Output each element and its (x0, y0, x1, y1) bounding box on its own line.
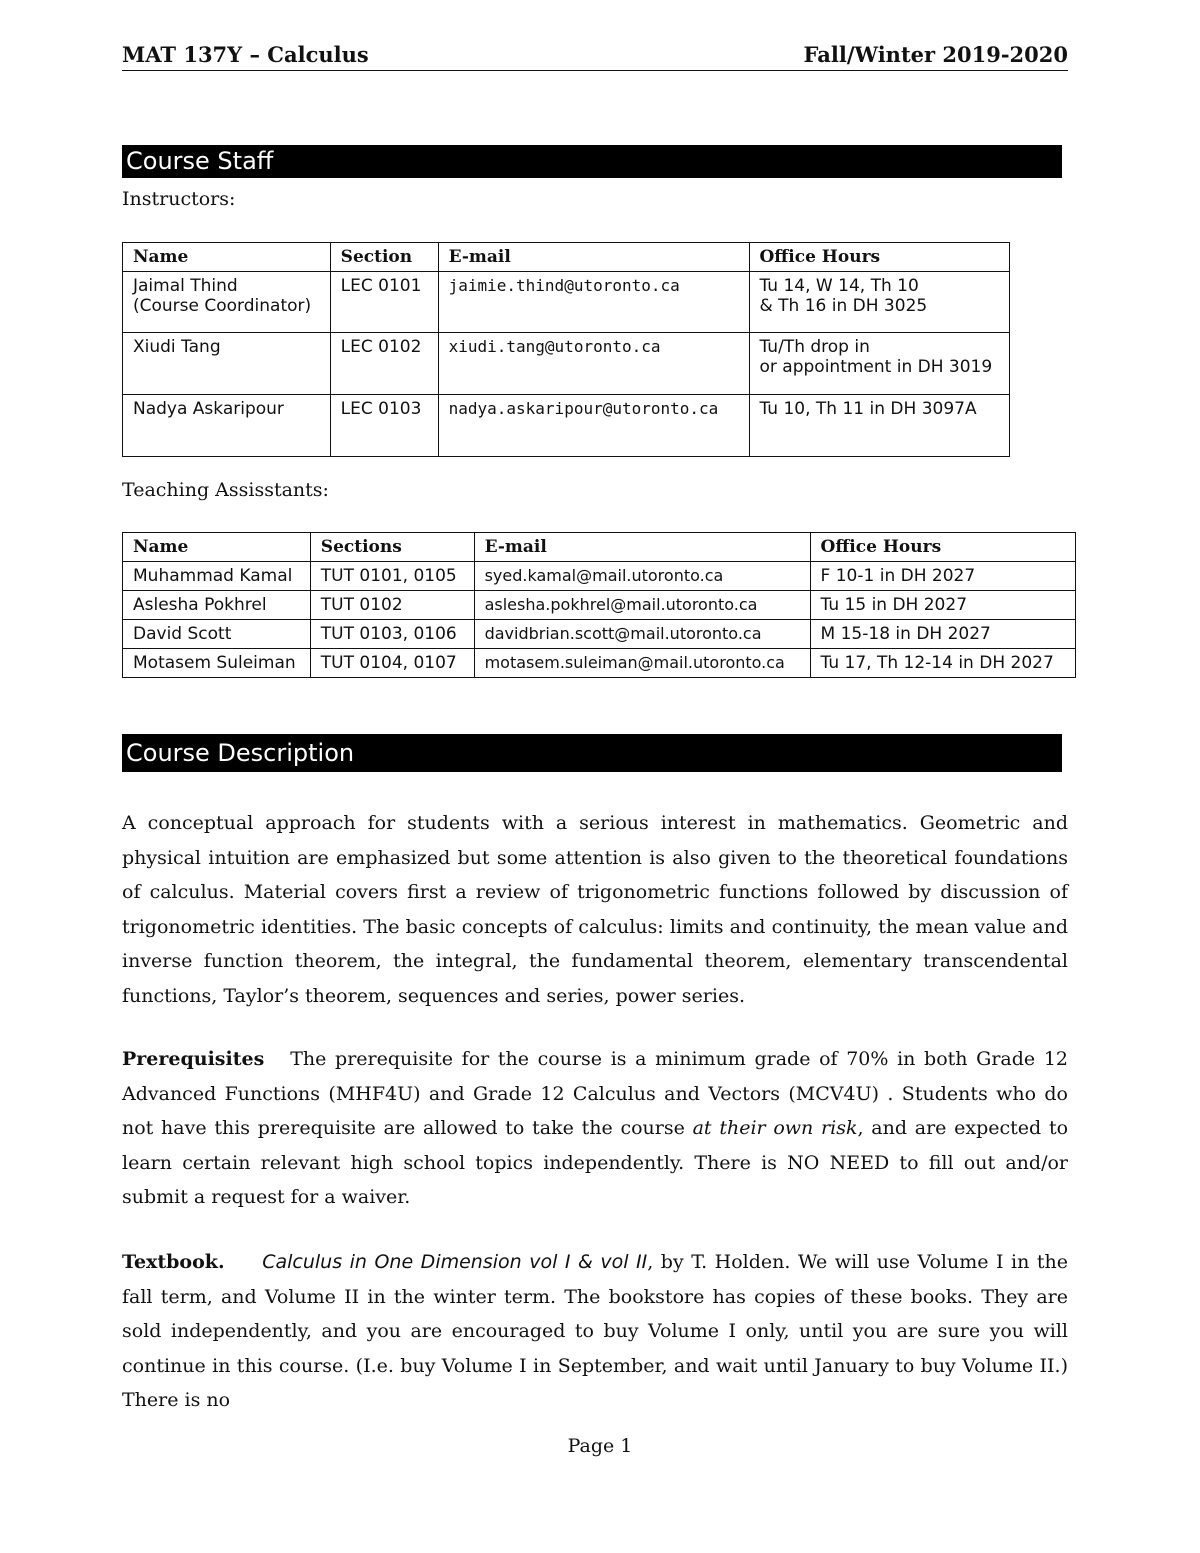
prerequisites-text-end: , and are expected to learn certain relevant high school topics independently. There is NO NEED to fill out and/or submit a request for a waiver. (122, 1117, 1069, 1208)
column-header: Name (123, 533, 311, 562)
column-header: E-mail (474, 533, 810, 562)
textbook-paragraph (122, 1245, 1068, 1418)
table-row (123, 649, 1076, 678)
teaching-assistants-label: Teaching Assisstants: (122, 479, 329, 501)
column-header: Office Hours (810, 533, 1075, 562)
prerequisites-heading: Prerequisites (122, 1048, 265, 1070)
ta-name: Muhammad Kamal (123, 562, 311, 591)
role-line: (Course Coordinator) (133, 296, 312, 316)
ta-sections: TUT 0101, 0105 (310, 562, 474, 591)
page-number: Page 1 (567, 1435, 633, 1457)
hours-line: Tu 14, W 14, Th 10 (759, 276, 919, 296)
ta-email[interactable]: syed.kamal@mail.utoronto.ca (474, 562, 810, 591)
ta-hours: M 15-18 in DH 2027 (810, 620, 1075, 649)
column-header: E-mail (438, 243, 749, 272)
ta-hours: Tu 15 in DH 2027 (810, 591, 1075, 620)
course-description-paragraph: A conceptual approach for students with a serious interest in mathematics. Geometric and physical intuition are emphasized but some attention is also given to the theoretical foundations of calculus. Material covers first a review of trigonometric functions followed by discussion of trigonometric identities. The basic concepts of calculus: limits and continuity, the mean value and inverse function theorem, the integral, the fundamental theorem, elementary transcendental functions, Taylor’s theorem, sequences and series, power series. (122, 812, 1068, 1007)
course-title: MAT 137Y – Calculus (122, 42, 369, 67)
instructor-name (123, 333, 331, 395)
hours-line: & Th 16 in DH 3025 (759, 296, 928, 316)
prerequisites-paragraph (122, 1042, 1068, 1215)
ta-hours: Tu 17, Th 12-14 in DH 2027 (810, 649, 1075, 678)
table-row (123, 395, 1010, 457)
instructor-hours (749, 272, 1010, 333)
textbook-text: , by T. Holden. We will use Volume I in the fall term, and Volume II in the winter term. The bookstore has copies of these books. They are sold independently, and you are encouraged to buy Volume I only, until you are sure you will continue in this course. (I.e. buy Volume I in September, and wait until January to buy Volume II.) There is no (122, 1251, 1068, 1411)
instructor-email[interactable]: jaimie.thind@utoronto.ca (438, 272, 749, 333)
ta-name: Motasem Suleiman (123, 649, 311, 678)
table-row (123, 620, 1076, 649)
textbook-heading: Textbook. (122, 1251, 225, 1273)
ta-sections: TUT 0104, 0107 (310, 649, 474, 678)
instructors-label: Instructors: (122, 188, 236, 210)
hours-line: Tu/Th drop in (759, 337, 870, 357)
instructor-section: LEC 0102 (330, 333, 438, 395)
instructor-email[interactable]: nadya.askaripour@utoronto.ca (438, 395, 749, 457)
instructor-section: LEC 0101 (330, 272, 438, 333)
instructor-name (123, 272, 331, 333)
table-row (123, 272, 1010, 333)
table-row (123, 562, 1076, 591)
instructor-email[interactable]: xiudi.tang@utoronto.ca (438, 333, 749, 395)
instructor-section: LEC 0103 (330, 395, 438, 457)
textbook-title: Calculus in One Dimension vol I & vol II (262, 1251, 648, 1273)
prerequisites-text-start: The prerequisite for the course is a minimum grade of 70% in both Grade 12 Advanced Functions (MHF4U) and Grade 12 Calculus and Vectors (MCV4U) . Students who do not have this prerequisite are allowed to take the course (122, 1048, 1068, 1139)
column-header: Office Hours (749, 243, 1010, 272)
table-row (123, 591, 1076, 620)
table-header-row (123, 243, 1010, 272)
instructor-hours (749, 395, 1010, 457)
ta-name: Aslesha Pokhrel (123, 591, 311, 620)
name-line: Jaimal Thind (133, 276, 238, 296)
column-header: Name (123, 243, 331, 272)
page-header (122, 40, 1068, 71)
table-row (123, 333, 1010, 395)
ta-sections: TUT 0102 (310, 591, 474, 620)
section-heading-course-staff: Course Staff (122, 145, 1062, 178)
ta-sections: TUT 0103, 0106 (310, 620, 474, 649)
hours-line: or appointment in DH 3019 (759, 357, 993, 377)
instructor-hours (749, 333, 1010, 395)
column-header: Sections (310, 533, 474, 562)
ta-hours: F 10-1 in DH 2027 (810, 562, 1075, 591)
term-label: Fall/Winter 2019-2020 (803, 42, 1068, 67)
instructors-table (122, 242, 1010, 457)
column-header: Section (330, 243, 438, 272)
teaching-assistants-table (122, 532, 1076, 678)
name-line: Xiudi Tang (133, 337, 221, 357)
table-header-row (123, 533, 1076, 562)
ta-email[interactable]: motasem.suleiman@mail.utoronto.ca (474, 649, 810, 678)
ta-email[interactable]: davidbrian.scott@mail.utoronto.ca (474, 620, 810, 649)
instructor-name (123, 395, 331, 457)
section-heading-course-description: Course Description (122, 734, 1062, 772)
prerequisites-emphasis: at their own risk (692, 1117, 858, 1139)
ta-email[interactable]: aslesha.pokhrel@mail.utoronto.ca (474, 591, 810, 620)
ta-name: David Scott (123, 620, 311, 649)
hours-line: Tu 10, Th 11 in DH 3097A (759, 399, 977, 419)
name-line: Nadya Askaripour (133, 399, 284, 419)
